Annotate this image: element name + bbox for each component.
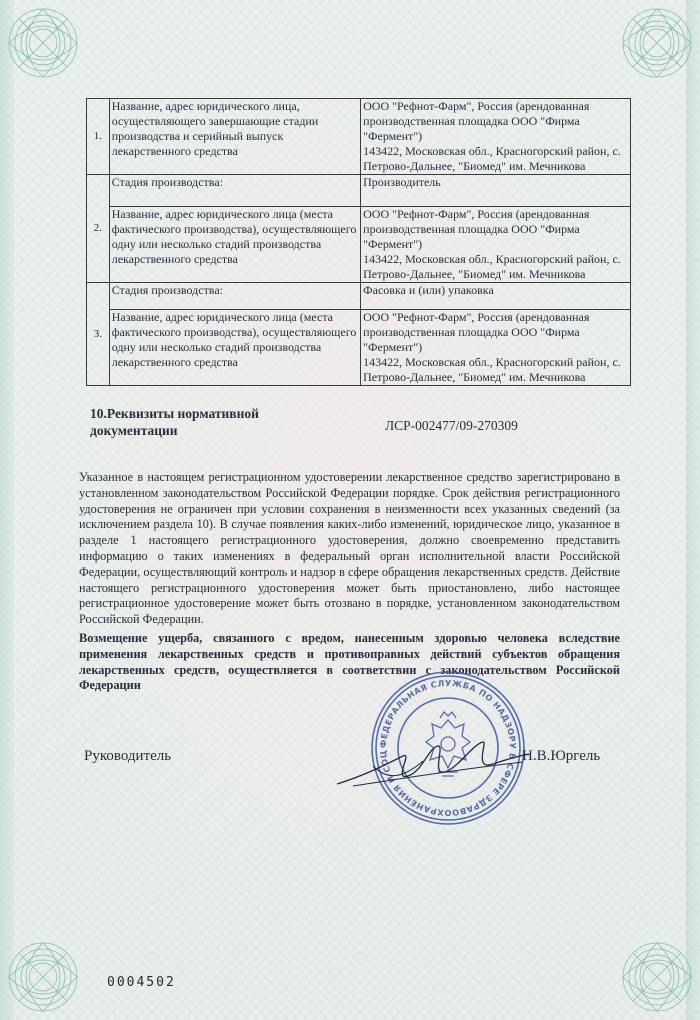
stage-value: Производитель bbox=[361, 175, 631, 207]
entity-name: ООО "Рефнот-Фарм", Россия (арендованная производственная площадка ООО "Фирма "Фермент") bbox=[363, 310, 590, 354]
left-border-band bbox=[0, 0, 14, 1020]
corner-ornament-top-right bbox=[618, 4, 696, 82]
corner-ornament-bottom-right bbox=[618, 938, 696, 1016]
table-row bbox=[87, 310, 631, 386]
table-row bbox=[87, 283, 631, 310]
row-number: 2. bbox=[87, 175, 110, 283]
table-row bbox=[87, 207, 631, 283]
entity-value bbox=[361, 207, 631, 283]
serial-number: 0004502 bbox=[107, 975, 176, 990]
stage-label: Стадия производства: bbox=[109, 283, 360, 310]
entity-label: Название, адрес юридического лица (места фактического производства), осуществляющего одну или несколько стадий производства лекарственного средства bbox=[109, 207, 360, 283]
signatory-name: Н.В.Юргель bbox=[522, 748, 601, 764]
stage-value: Фасовка и (или) упаковка bbox=[361, 283, 631, 310]
table-row bbox=[87, 175, 631, 207]
entity-label: Название, адрес юридического лица (места фактического производства), осуществляющего одну или несколько стадий производства лекарственного средства bbox=[109, 310, 360, 386]
entity-label: Название, адрес юридического лица, осуществляющего завершающие стадии производства и серийный выпуск лекарственного средства bbox=[109, 99, 360, 175]
right-border-band bbox=[686, 0, 700, 1020]
manufacturers-table bbox=[86, 98, 631, 386]
row-number: 3. bbox=[87, 283, 110, 386]
section10-title: 10.Реквизиты нормативной документации bbox=[90, 406, 259, 438]
entity-value bbox=[361, 310, 631, 386]
entity-address: 143422, Московская обл., Красногорский район, с. Петрово-Дальнее, "Биомед" им. Мечникова bbox=[363, 144, 621, 173]
section10-document-number: ЛСР-002477/09-270309 bbox=[385, 418, 518, 433]
entity-address: 143422, Московская обл., Красногорский район, с. Петрово-Дальнее, "Биомед" им. Мечникова bbox=[363, 355, 621, 384]
table-row bbox=[87, 99, 631, 175]
seal-text: ФЕДЕРАЛЬНАЯ СЛУЖБА ПО НАДЗОРУ В СФЕРЕ ЗДРАВООХРАНЕНИЯ И СОЦ bbox=[377, 677, 519, 819]
liability-paragraph: Возмещение ущерба, связанного с вредом, нанесенным здоровью человека вследствие применения лекарственных средств и противоправных действий субъектов обращения лекарственных средств, осуществляется в соответствии с законодательством Российской Федерации bbox=[79, 631, 620, 693]
validity-paragraph: Указанное в настоящем регистрационном удостоверении лекарственное средство зарегистрировано в установленном законодательством Российской Федерации порядке. Срок действия регистрационного удостоверения не ограничен при условии сохранения в неизменности всех указанных сведений (за исключением раздела 10). В случае появления каких-либо изменений, юридическое лицо, указанное в разделе 1 настоящего регистрационного удостоверения, должно своевременно представить информацию о таких изменениях в федеральный орган исполнительной власти Российской Федерации, осуществляющий контроль и надзор в сфере обращения лекарственных средств. Действие настоящего регистрационного удостоверения может быть приостановлено, либо настоящее регистрационное удостоверение может быть отозвано в порядке, установленном законодательством Российской Федерации. bbox=[79, 470, 620, 627]
signatory-role: Руководитель bbox=[84, 748, 172, 764]
signature bbox=[333, 736, 533, 791]
entity-name: ООО "Рефнот-Фарм", Россия (арендованная производственная площадка ООО "Фирма "Фермент") bbox=[363, 207, 590, 251]
entity-name: ООО "Рефнот-Фарм", Россия (арендованная производственная площадка ООО "Фирма "Фермент") bbox=[363, 99, 590, 143]
entity-address: 143422, Московская обл., Красногорский район, с. Петрово-Дальнее, "Биомед" им. Мечникова bbox=[363, 252, 621, 281]
stage-label: Стадия производства: bbox=[109, 175, 360, 207]
corner-ornament-top-left bbox=[4, 4, 82, 82]
entity-value bbox=[361, 99, 631, 175]
corner-ornament-bottom-left bbox=[4, 938, 82, 1016]
row-number: 1. bbox=[87, 99, 110, 175]
